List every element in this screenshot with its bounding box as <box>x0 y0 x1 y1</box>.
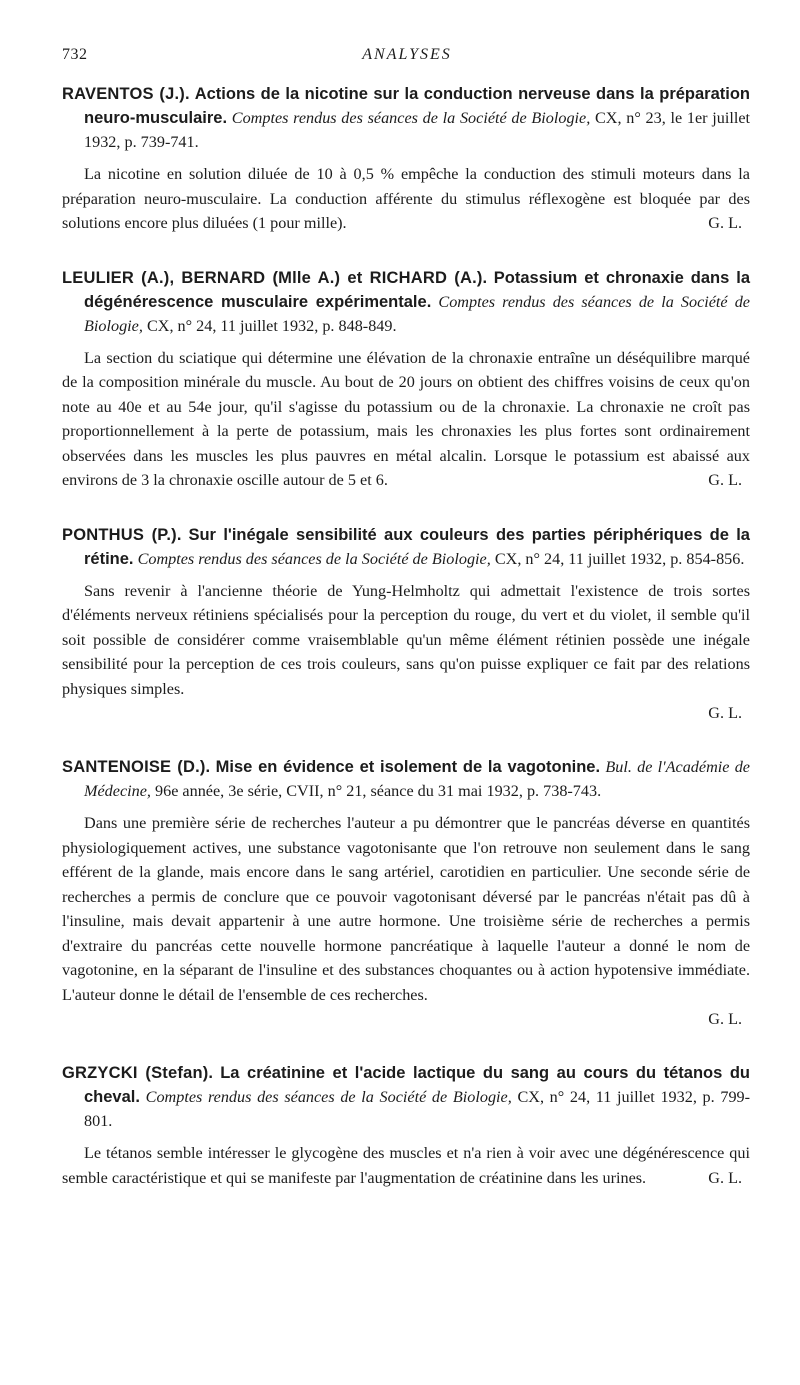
abstracts-list <box>62 82 750 1220</box>
summary <box>62 1141 750 1190</box>
reference-details: 96e année, 3e série, CVII, n° 21, séance du 31 mai 1932, p. 738-743. <box>155 782 602 800</box>
reviewer-initials: G. L. <box>708 1010 742 1028</box>
summary-text: Dans une première série de recherches l'auteur a pu démontrer que le pancréas déverse en quantités physiologiquement actives, une substance vagotonisante que l'on retrouve non seulement dans le sang efférent de la glande, mais encore dans le sang artériel, carotidien en particulier. Une seconde série de recherches a permis de conclure que ce pouvoir vagotonisant déversé par le pancréas n'était pas dû à l'insuline, mais devait appartenir à une autre hormone. Une troisième série de recherches a permis d'extraire du pancréas cette nouvelle hormone pancréatique à laquelle l'auteur a donné le nom de vagotonine, en la séparant de l'insuline et des substances choquantes ou à action hypotensive immédiate. L'auteur donne le détail de l'ensemble de ces recherches. <box>62 814 750 1004</box>
summary-text: La section du sciatique qui détermine une élévation de la chronaxie entraîne un déséquilibre marqué de la composition minérale du muscle. Au bout de 20 jours on obtient des chiffres voisins de ceux qu'on note au 40e et au 54e jour, qu'il s'agisse du potassium ou de la chronaxie. La chronaxie ne croît pas proportionnellement à la perte de potassium, mais les chronaxies les plus fortes sont ordinairement observées dans les muscles les plus pauvres en métal alcalin. Lorsque le potassium est abaissé aux environs de 3 la chronaxie oscille autour de 5 et 6. <box>62 348 750 489</box>
citation <box>62 82 750 154</box>
summary <box>62 162 750 236</box>
author: RAVENTOS (J.). <box>62 85 190 103</box>
summary-text: La nicotine en solution diluée de 10 à 0,5 % empêche la conduction des stimuli moteurs dans la préparation neuro-musculaire. La conduction afférente du stimulus réflexogène est bloquée par des solutions encore plus diluées (1 pour mille). <box>62 165 750 232</box>
article-title: Potassium et chronaxie dans la dégénérescence musculaire expérimentale. <box>84 268 751 311</box>
summary <box>62 811 750 1007</box>
summary <box>62 579 750 702</box>
abstract-entry <box>62 266 750 493</box>
reference-details: CX, n° 23, le 1er juillet 1932, p. 739-741. <box>84 109 751 151</box>
author: SANTENOISE (D.). <box>62 758 211 776</box>
article-title: Mise en évidence et isolement de la vagotonine. <box>215 758 601 776</box>
journal: Bul. de l'Académie de Médecine, <box>84 758 750 800</box>
abstract-entry <box>62 523 750 726</box>
journal: Comptes rendus des séances de la Société de Biologie, <box>231 109 591 127</box>
journal: Comptes rendus des séances de la Société de Biologie, <box>137 549 491 568</box>
citation <box>62 523 750 571</box>
reviewer-initials: G. L. <box>708 1168 742 1187</box>
journal: Comptes rendus des séances de la Société de Biologie, <box>84 292 750 335</box>
article-title: La créatinine et l'acide lactique du sang au cours du tétanos du cheval. <box>84 1064 751 1106</box>
article-title: Actions de la nicotine sur la conduction nerveuse dans la préparation neuro-musculaire. <box>84 85 751 127</box>
running-title: ANALYSES <box>362 46 452 63</box>
summary-text: Le tétanos semble intéresser le glycogène des muscles et n'a rien à voir avec une dégénérescence qui semble caractéristique et qui se manifeste par l'augmentation de créatinine dans les urines. <box>62 1144 750 1187</box>
author: GRZYCKI (Stefan). <box>62 1064 214 1082</box>
reference-details: CX, n° 24, 11 juillet 1932, p. 848-849. <box>146 316 397 335</box>
citation <box>62 266 750 338</box>
author: LEULIER (A.), BERNARD (Mlle A.) et RICHARD (A.). <box>62 268 488 287</box>
abstract-entry <box>62 755 750 1031</box>
reviewer-initials: G. L. <box>708 704 742 722</box>
summary-text: Sans revenir à l'ancienne théorie de Yung-Helmholtz qui admettait l'existence de trois sortes d'éléments nerveux rétiniens spécialisés pour la perception du rouge, du vert et du violet, il semble qu'il soit possible de considérer comme vraisemblable qu'un même élément rétinien possède une inégale sensibilité pour la perception de ces trois couleurs, sans qu'on puisse expliquer ce fait par des relations physiques simples. <box>62 581 750 698</box>
abstract-entry <box>62 82 750 236</box>
citation <box>62 755 750 803</box>
summary <box>62 346 750 493</box>
reference-details: CX, n° 24, 11 juillet 1932, p. 854-856. <box>494 549 745 568</box>
reference-details: CX, n° 24, 11 juillet 1932, p. 799-801. <box>84 1088 751 1130</box>
abstract-entry <box>62 1061 750 1190</box>
author: PONTHUS (P.). <box>62 525 182 544</box>
page-header <box>62 46 752 68</box>
article-title: Sur l'inégale sensibilité aux couleurs des parties périphériques de la rétine. <box>84 525 750 568</box>
citation <box>62 1061 750 1133</box>
page-number: 732 <box>62 46 88 63</box>
reviewer-initials: G. L. <box>708 214 742 232</box>
journal: Comptes rendus des séances de la Société de Biologie, <box>145 1088 512 1106</box>
reviewer-initials: G. L. <box>708 471 742 489</box>
